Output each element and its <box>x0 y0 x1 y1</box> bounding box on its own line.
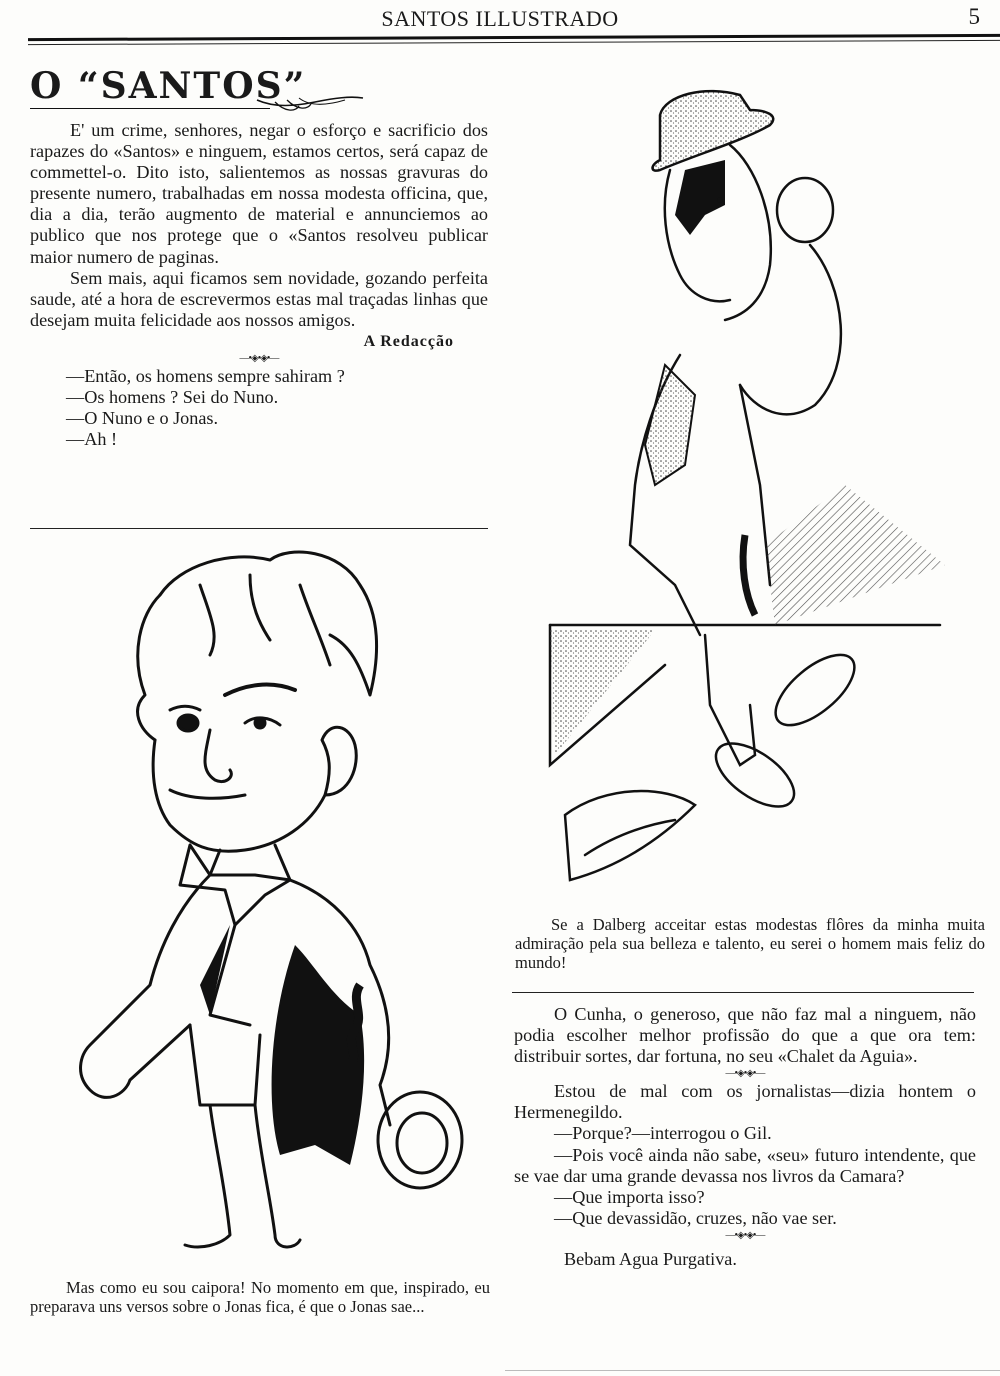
section-divider <box>512 992 974 993</box>
caricature-bowler-hat-illustration <box>545 65 1000 905</box>
caption-right-text: Se a Dalberg acceitar estas modestas flôres da minha muita admiração pela sua belleza e talento, eu serei o homem mais feliz do mundo! <box>515 915 985 972</box>
header-rule-thin <box>28 40 1000 45</box>
news-column <box>514 1004 976 1270</box>
ornament-divider: —•◈•◈•— <box>239 353 279 365</box>
ornament-divider: —•◈•◈•— <box>725 1229 765 1241</box>
editorial-paragraph-1: E' um crime, senhores, negar o esforço e sacrificio dos rapazes do «Santos» e ninguem, estamos certos, será capaz de commettel-o. Dito isto, salientemos as nossas gravuras do presente numero, trabalhadas em nossa modesta officina, que, dia a dia, terão augmento de material e annunciemos ao publico que nos protege que o «Santos resolveu publicar maior numero de paginas. <box>30 120 488 267</box>
dialogue-line: —Que importa isso? <box>554 1186 705 1207</box>
ornament-divider: —•◈•◈•— <box>725 1068 765 1080</box>
article-title: O “SANTOS” <box>30 65 307 107</box>
dialogue-line: —Então, os homens sempre sahiram ? <box>66 366 345 387</box>
caption-left-text: Mas como eu sou caipora! No momento em que, inspirado, eu preparava uns versos sobre o Jonas fica, é que o Jonas sae... <box>30 1278 490 1316</box>
editorial-column <box>30 120 488 450</box>
title-underline <box>30 108 270 109</box>
dialogue-line: —O Nuno e o Jonas. <box>66 408 219 429</box>
dialogue-line: Estou de mal com os jornalistas—dizia hontem o Hermenegildo. <box>514 1081 976 1123</box>
caption-left <box>30 1278 490 1316</box>
advert-line: Bebam Agua Purgativa. <box>564 1248 737 1269</box>
dialogue-line: —Pois você ainda não sabe, «seu» futuro intendente, que se vae dar uma grande devassa nos livros da Camara? <box>514 1144 976 1186</box>
dialogue-line: —Ah ! <box>66 429 118 450</box>
page-number: 5 <box>968 4 980 29</box>
editorial-paragraph-2: Sem mais, aqui ficamos sem novidade, gozando perfeita saude, até a hora de escrevermos estas mal traçadas linhas que desejam muita felicidade aos nossos amigos. <box>30 267 488 330</box>
flourish-ornament-icon <box>255 86 365 116</box>
caricature-young-man-illustration <box>60 545 470 1265</box>
dialogue-line: —Os homens ? Sei do Nuno. <box>66 387 279 408</box>
caption-right <box>515 915 985 972</box>
section-divider <box>30 528 488 529</box>
cunha-paragraph: O Cunha, o generoso, que não faz mal a ninguem, não podia escolher melhor profissão do que a que ora tem: distribuir sortes, dar fortuna, no seu «Chalet da Aguia». <box>514 1004 976 1067</box>
running-title: SANTOS ILLUSTRADO <box>381 6 619 31</box>
bottom-rule <box>505 1370 1000 1371</box>
dialogue-block <box>30 366 488 450</box>
dialogue-line: —Porque?—interrogou o Gil. <box>554 1123 772 1144</box>
dialogue-line: —Que devassidão, cruzes, não vae ser. <box>554 1207 837 1228</box>
signature: A Redacção <box>363 332 454 350</box>
